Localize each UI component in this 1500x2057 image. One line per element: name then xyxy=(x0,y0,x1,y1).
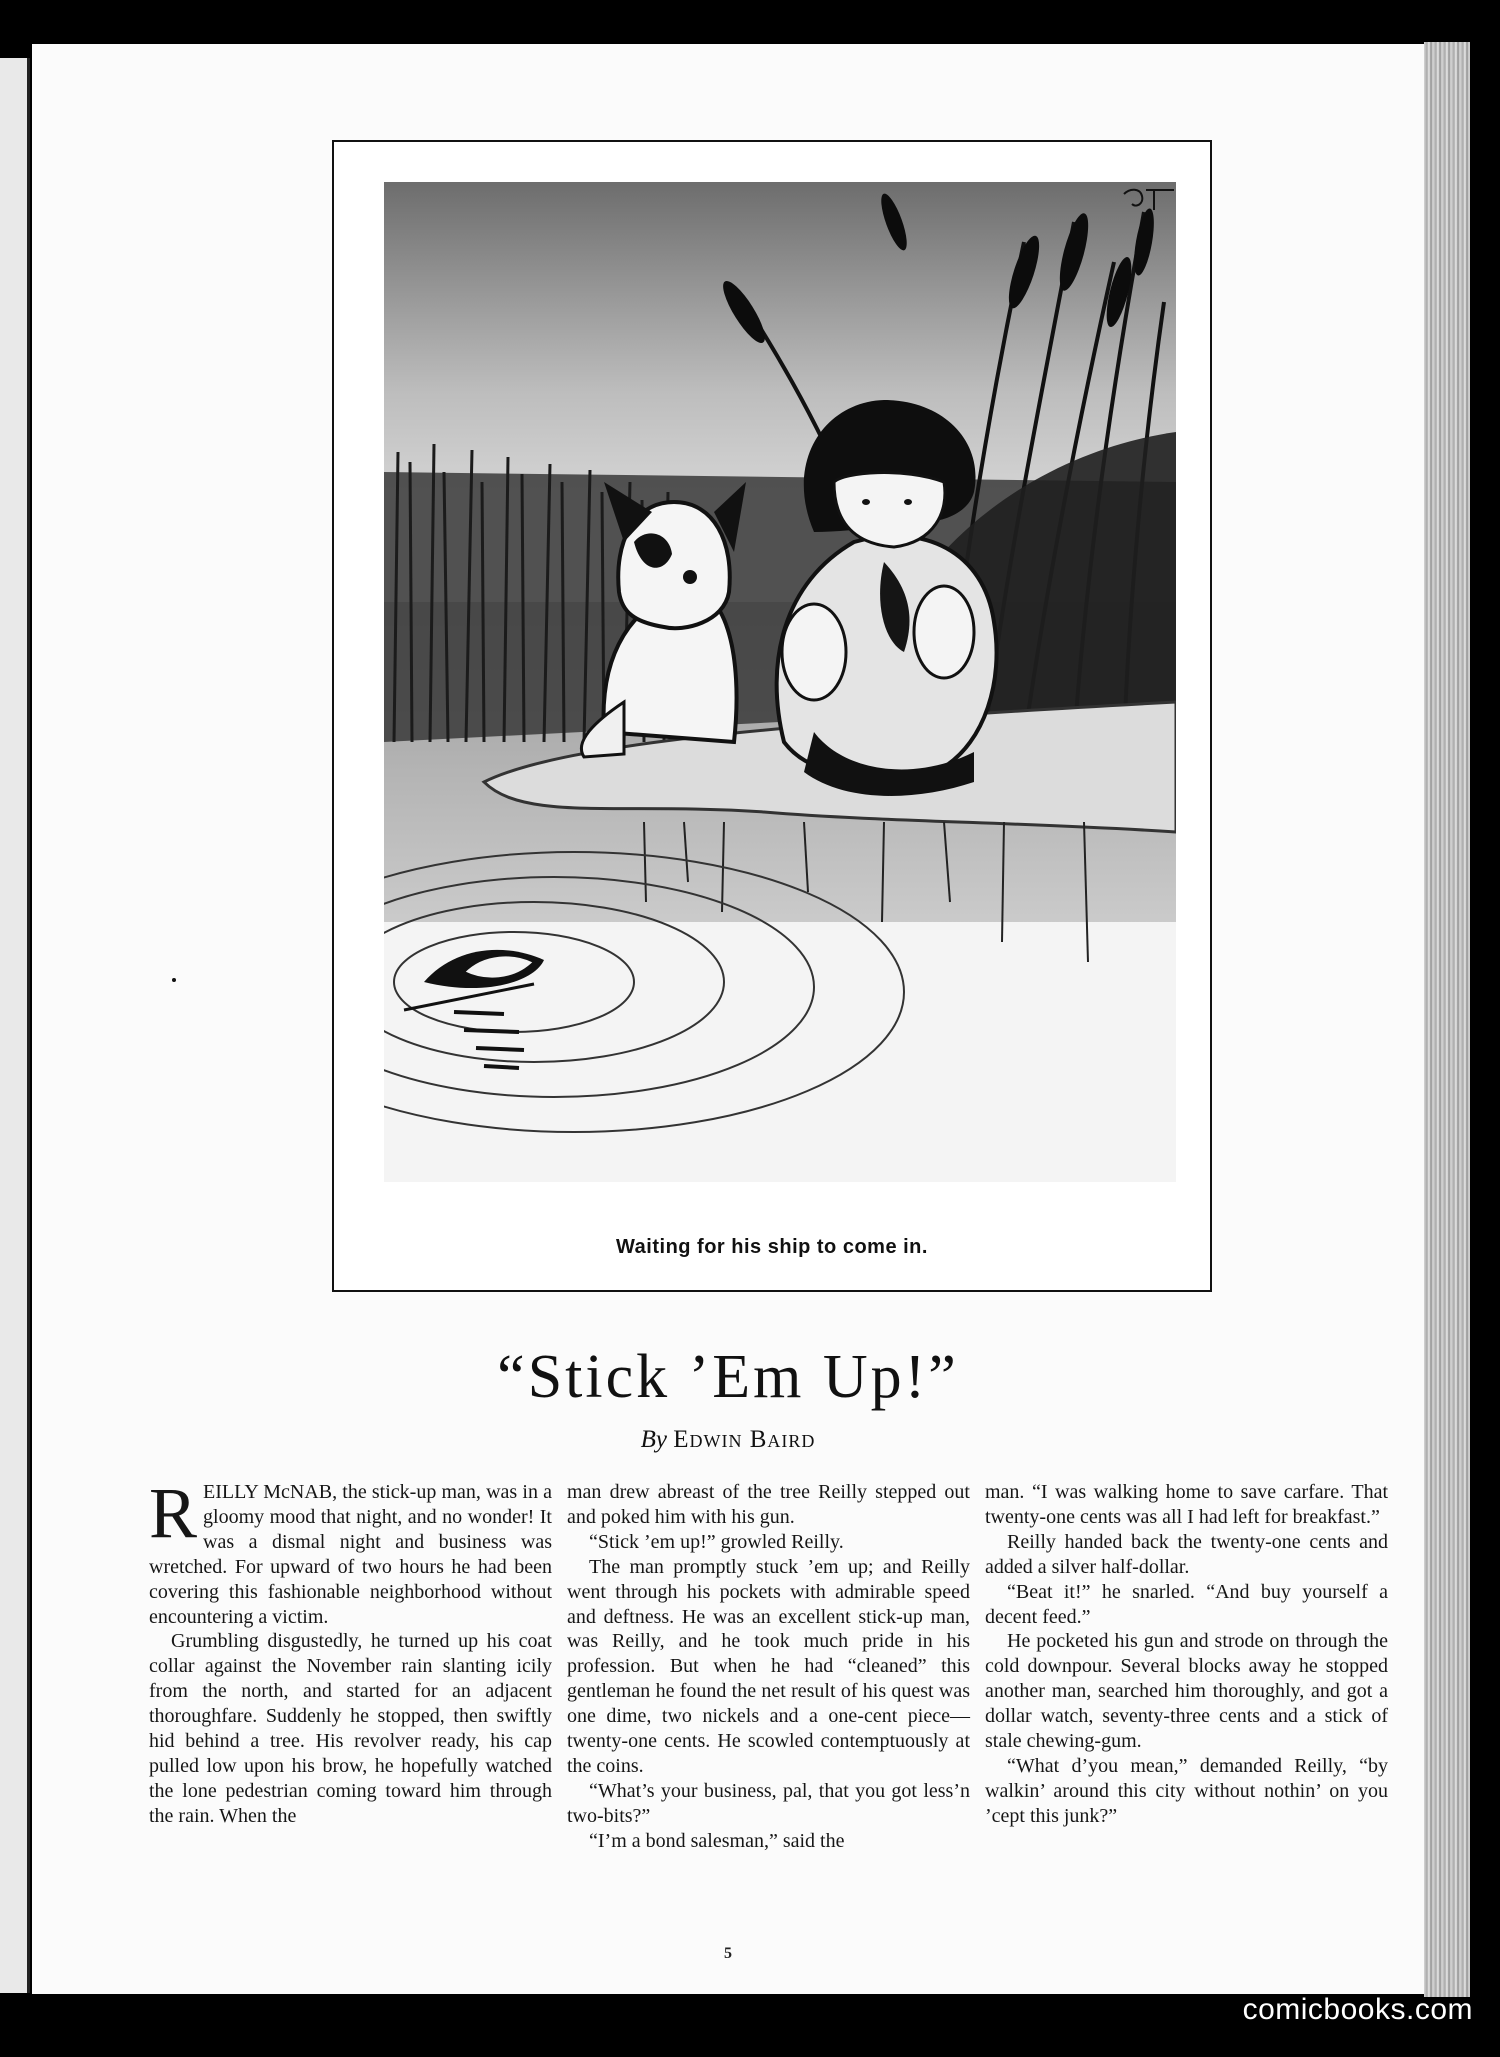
paragraph: man. “I was walking home to save carfare. That twenty-one cents was all I had left for breakfast.” xyxy=(985,1481,1388,1528)
paragraph: man drew abreast of the tree Reilly stepped out and poked him with his gun. xyxy=(567,1481,970,1528)
paragraph: The man promptly stuck ’em up; and Reilly went through his pockets with admirable speed and deftness. He was an excellent stick-up man, was Reilly, and he took much pride in his profession. But when he had “cleaned” this gentleman he found the net result of his quest was one dime, two nickels and a one-cent piece—twenty-one cents. He scowled contemptuously at the coins. xyxy=(567,1555,970,1777)
print-speck xyxy=(172,978,176,982)
paragraph: “I’m a bond salesman,” said the xyxy=(589,1829,845,1852)
story-columns xyxy=(149,1473,1388,1940)
paragraph xyxy=(149,1473,552,1629)
paragraph: “What’s your business, pal, that you got less’n two-bits?” xyxy=(567,1779,970,1827)
drop-cap: R xyxy=(149,1473,198,1553)
illustration-plate xyxy=(332,140,1212,1292)
page-stack-edge xyxy=(1424,42,1470,1997)
page-number: 5 xyxy=(724,1945,732,1962)
story-title: “Stick ’Em Up!” xyxy=(497,1343,959,1411)
magazine-page xyxy=(32,44,1424,1994)
byline-by: By xyxy=(640,1426,667,1453)
paragraph-text: EILLY McNAB, the stick-up man, was in a gloomy mood that night, and no wonder! It was a dismal night and business was wretched. For upward of two hours he had been covering this fashionable neighborhood without encountering a victim. xyxy=(149,1481,552,1628)
boy-and-dog-by-pond-illustration xyxy=(384,182,1176,1182)
paragraph: “Stick ’em up!” growled Reilly. xyxy=(589,1530,844,1553)
site-watermark: comicbooks.com xyxy=(1242,1993,1473,2026)
text-column-3 xyxy=(985,1480,1388,1829)
boy-figure xyxy=(777,400,997,796)
paragraph: “What d’you mean,” demanded Reilly, “by walkin’ around this city without nothin’ on you ’cept this junk?” xyxy=(985,1754,1388,1827)
text-column-1 xyxy=(149,1473,552,1829)
facing-page-edge xyxy=(0,58,30,1993)
paragraph: Grumbling disgustedly, he turned up his coat collar against the November rain slanting icily from the north, and started for an adjacent thoroughfare. Suddenly he stopped, then swiftly hid behind a tree. His revolver ready, his cap pulled low upon his brow, he hopefully watched the lone pedestrian coming toward him through the rain. When the xyxy=(149,1630,552,1827)
byline-author: Edwin Baird xyxy=(673,1426,816,1453)
illustration-caption: Waiting for his ship to come in. xyxy=(616,1236,928,1258)
paragraph: He pocketed his gun and strode on through the cold downpour. Several blocks away he stopped another man, searched him thoroughly, and got a dollar watch, seventy-three cents and a stick of stale chewing-gum. xyxy=(985,1630,1388,1753)
byline xyxy=(32,1426,1424,1454)
paragraph: “Beat it!” he snarled. “And buy yourself a decent feed.” xyxy=(985,1580,1388,1628)
text-column-2 xyxy=(567,1480,970,1854)
paragraph: Reilly handed back the twenty-one cents and added a silver half-dollar. xyxy=(985,1530,1388,1578)
